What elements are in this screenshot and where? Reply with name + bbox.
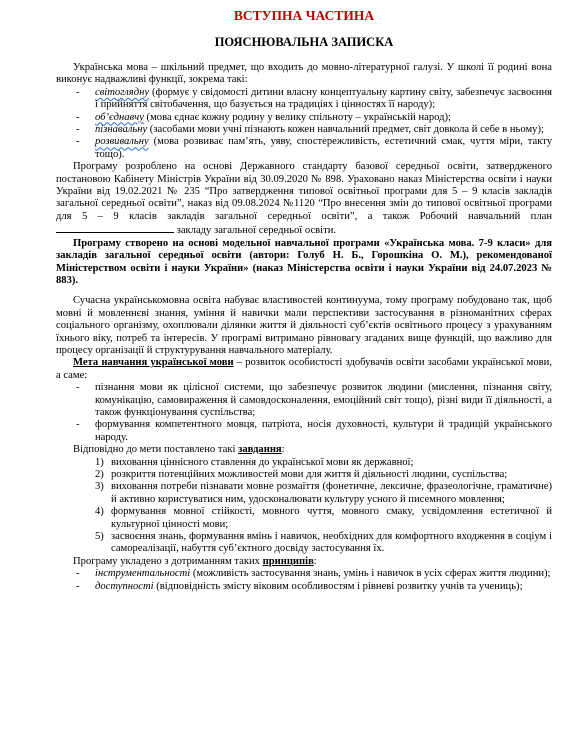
item-text: розкриття потенційних можливостей мови для життя й діяльності людини, суспільства; <box>111 469 508 480</box>
function-text: (мова розвиває пам’ять, уяву, спостережливість, естетичний смак, чуття міри, такту тощо). <box>95 136 552 160</box>
list-item <box>56 531 552 556</box>
intro-paragraph: Українська мова – шкільний предмет, що входить до мовно-літературної галузі. У школі її родині вона виконує надважливі функції, зокрема такі: <box>56 62 552 86</box>
item-number: 2) <box>95 469 104 480</box>
tasks-paragraph: Відповідно до мети поставлено такі завдання: <box>73 444 285 456</box>
item-number: 4) <box>95 506 104 518</box>
list-item <box>56 568 552 580</box>
principles-paragraph: Програму укладено з дотриманням таких принципів: <box>73 555 317 567</box>
principle-term: доступності <box>95 580 154 592</box>
page-title: ВСТУПНА ЧАСТИНА <box>233 8 375 23</box>
functions-list <box>56 87 552 161</box>
goal-text: – розвиток особистості здобувачів освіти засобами української мови, а саме: <box>56 357 552 381</box>
function-text: (формує у свідомості дитини власну концептуальну картину світу, забезпечує засвоєння і прийняття світобачення, що базується на традиціях і цінностях її народу); <box>95 86 552 111</box>
list-item <box>56 581 552 593</box>
item-number: 3) <box>95 481 104 493</box>
list-item: - формування компетентного мовця, патріота, носія духовності, культури й традицій українського народу. <box>56 419 552 444</box>
list-item <box>56 112 552 124</box>
program-basis-text: Програму розроблено на основі Державного стандарту базової середньої освіти, затвердженого постановою Кабінету Міністрів України від 30.09.2020 № 898. Ураховано наказ Міністерства освіти і науки України від 19.02.2021 № 235 “Про затвердження типової освітньої програми для 5 – 9 класів закладів загальної середньої освіти”, наказ від 09.08.2024 №1120 “Про внесення змін до типової освітньої програми для 5 – 9 класів закладів загальної середньої освіти”, а також Робочий навчальний план <box>56 161 552 222</box>
item-text: виховання ціннісного ставлення до української мови як державної; <box>111 456 414 468</box>
goal-paragraph <box>56 357 552 382</box>
program-basis-end: закладу загальної середньої освіти. <box>174 225 337 237</box>
principles-list <box>56 568 552 593</box>
list-item <box>56 481 552 506</box>
tasks-intro: Відповідно до мети поставлено такі <box>73 444 239 456</box>
item-number: 1) <box>95 456 104 468</box>
function-term: пізнавальну <box>95 124 148 136</box>
list-item <box>56 124 552 136</box>
list-item: - пізнання мови як цілісної системи, що забезпечує розвиток людини (мислення, пізнання світу, комунікацію, самовираження й самовдосконалення, емоційний світ тощо), різні види її діяльності, а також функціонування суспільства; <box>56 382 552 419</box>
item-text: виховання потреби пізнавати мовне розмаїття (фонетичне, лексичне, фразеологічне, граматичне) й активно користуватися ним, удосконалювати культуру усного й писемного мовлення; <box>111 481 552 505</box>
principles-word: принципів <box>262 555 314 567</box>
item-text: засвоєння знань, формування вмінь і навичок, необхідних для комфортного входження в соціум і самореалізації, набуття суб’єктного досвіду застосування їх. <box>111 531 552 555</box>
program-basis-paragraph <box>56 161 552 237</box>
list-item <box>56 87 552 112</box>
document-page <box>56 0 552 593</box>
principle-text: (можливість застосування знань, умінь і навичок в усіх сферах життя людини); <box>190 568 551 580</box>
tasks-word: завдання <box>238 444 282 456</box>
function-text: (мова єднає кожну родину у велику спільноту – українській народ); <box>143 111 451 123</box>
list-item <box>56 136 552 161</box>
principles-intro: Програму укладено з дотриманням таких <box>73 555 263 567</box>
list-item <box>56 506 552 531</box>
goal-label: Мета навчання української мови <box>73 357 234 369</box>
item-number: 5) <box>95 531 104 543</box>
program-model-paragraph: Програму створено на основі модельної навчальної програми «Українська мова. 7-9 класи» для закладів загальної середньої освіти (автори: Голуб Н. Б., Горошкіна О. М.), рекомендованої Міністерством освіти і науки України» (наказ Міністерства освіти і науки України від 24.07.2023 № 883). <box>56 237 552 286</box>
modern-education-paragraph: Сучасна українськомовна освіта набуває властивостей континуума, тому програму побудовано так, щоб мовні й мовленнєві знання, уміння й навички мали перспективи застосування в різноманітних сферах соціального організму, охоплювали ділянки життя й діяльності суб’єктів освітнього процесу з урахуванням їхнього віку, потреб та інтересів. У програмі витримано рівновагу згаданих вище функцій, що важливо для процесу організації й структурування навчального матеріалу. <box>56 295 552 356</box>
blank-line <box>56 223 174 233</box>
list-item <box>56 457 552 469</box>
function-term: розвивальну <box>95 136 149 148</box>
page-subtitle: ПОЯСНЮВАЛЬНА ЗАПИСКА <box>214 35 394 49</box>
function-text: (засобами мови учні пізнають кожен навчальний предмет, світ довкола й себе в ньому); <box>147 124 544 136</box>
goal-list <box>56 382 552 444</box>
list-item <box>56 469 552 481</box>
item-text: формування мовної стійкості, мовного чуття, мовного смаку, усвідомлення естетичної й культурної цінності мови; <box>111 506 552 530</box>
principle-term: інструментальності <box>95 568 191 580</box>
principle-text: (відповідність змісту віковим особливостям і рівневі розвитку учнів та учениць); <box>153 580 523 592</box>
function-term: світоглядну <box>95 86 150 98</box>
function-term: об’єднавчу <box>95 111 144 123</box>
tasks-list <box>56 457 552 556</box>
